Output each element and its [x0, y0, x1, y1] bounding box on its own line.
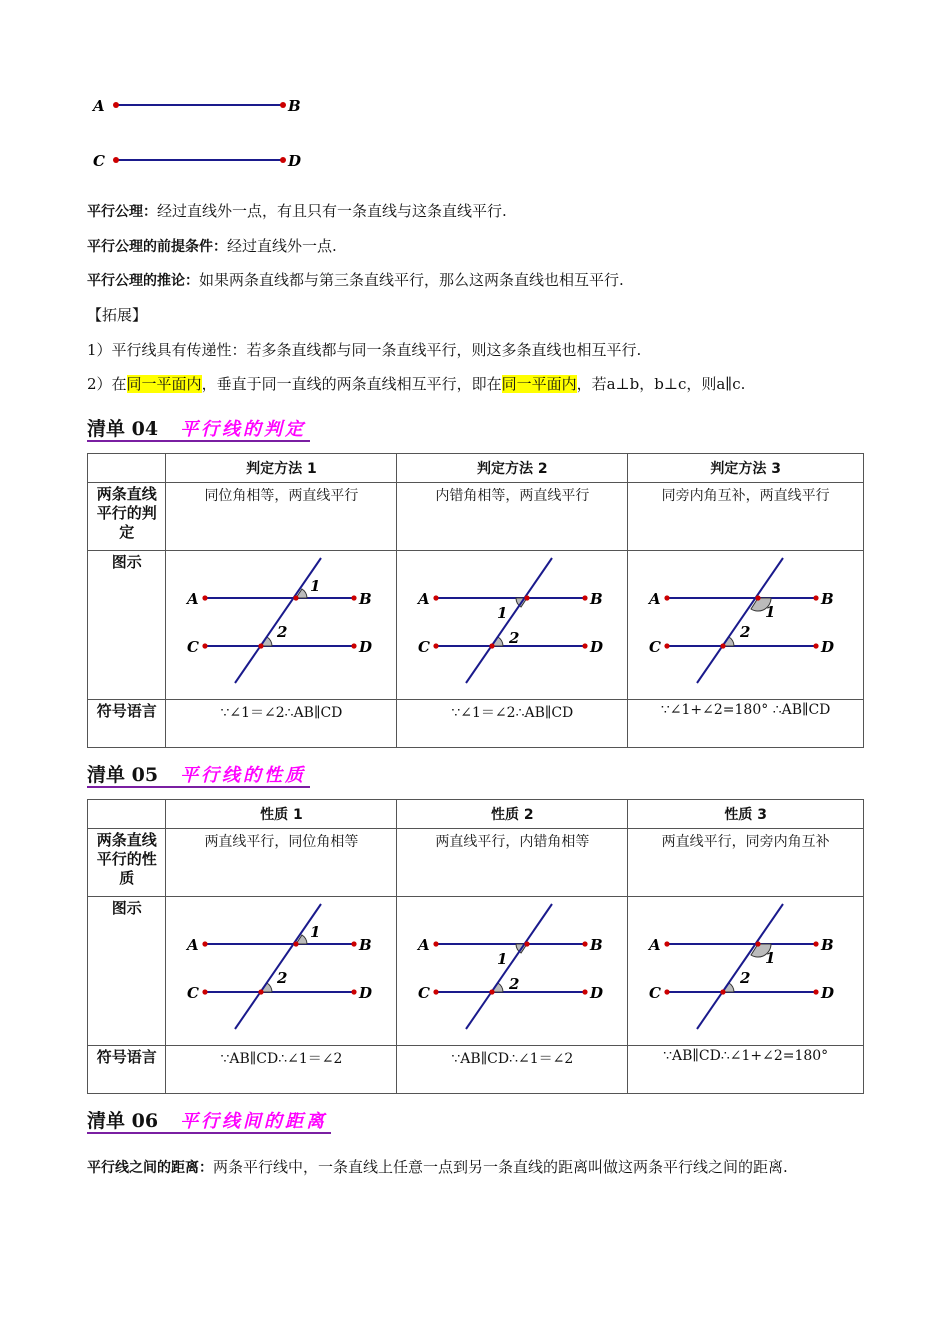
point-label: D	[590, 638, 604, 656]
point-marker	[203, 643, 208, 648]
point-marker	[665, 941, 670, 946]
point-marker	[721, 989, 726, 994]
angle-label: 1	[310, 923, 321, 941]
symbol-cell: ∵∠1＝∠2∴AB∥CD	[397, 700, 628, 748]
point-marker	[665, 643, 670, 648]
column-header: 判定方法 1	[166, 454, 397, 483]
point-marker	[721, 643, 726, 648]
table-cell: 两直线平行，同位角相等	[166, 829, 397, 897]
point-label: B	[590, 936, 604, 954]
point-marker	[294, 595, 299, 600]
point-marker	[814, 643, 819, 648]
point-marker	[814, 941, 819, 946]
parallel-lines-diagram	[166, 897, 394, 1042]
definition: 如果两条直线都与第三条直线平行，那么这两条直线也相互平行.	[199, 271, 624, 289]
table-row	[88, 551, 864, 700]
point-label: A	[418, 936, 431, 954]
point-label: B	[288, 97, 301, 115]
column-header: 判定方法 3	[628, 454, 864, 483]
row-label: 两条直线平行的判定	[88, 483, 166, 551]
highlight: 同一平面内	[501, 375, 577, 393]
point-label: D	[359, 638, 373, 656]
point-marker	[665, 595, 670, 600]
point-marker	[203, 941, 208, 946]
point-label: D	[288, 152, 302, 170]
point-label: C	[649, 984, 662, 1002]
point-marker	[434, 989, 439, 994]
criteria-table	[87, 453, 864, 748]
section-heading	[87, 760, 310, 788]
point-marker	[259, 989, 264, 994]
table-cell: 两直线平行，同旁内角互补	[628, 829, 864, 897]
extension-item	[87, 373, 745, 394]
point-marker	[280, 157, 286, 163]
row-label: 图示	[88, 897, 166, 1046]
parallel-lines-diagram	[628, 897, 856, 1042]
point-label: C	[418, 638, 431, 656]
symbol-cell: ∵∠1＝∠2∴AB∥CD	[166, 700, 397, 748]
definition: 两条平行线中，一条直线上任意一点到另一条直线的距离叫做这两条平行线之间的距离.	[213, 1158, 788, 1176]
point-label: C	[93, 152, 105, 170]
distance-definition	[87, 1148, 867, 1187]
row-label: 符号语言	[88, 700, 166, 748]
symbol-cell: ∵∠1+∠2=180° ∴AB∥CD	[628, 700, 864, 748]
section-title: 平行线的性质	[180, 765, 307, 786]
angle-label: 2	[277, 969, 288, 987]
table-cell: 同位角相等，两直线平行	[166, 483, 397, 551]
text: 2）在	[87, 375, 127, 393]
extension-item: 1）平行线具有传递性：若多条直线都与同一条直线平行，则这多条直线也相互平行.	[87, 341, 642, 359]
angle-label: 1	[765, 603, 776, 621]
diagram-cell	[628, 551, 864, 700]
angle-label: 2	[277, 623, 288, 641]
table-row	[88, 1046, 864, 1094]
table-row	[88, 700, 864, 748]
point-label: C	[187, 638, 200, 656]
point-marker	[665, 989, 670, 994]
point-label: B	[359, 590, 373, 608]
angle-label: 2	[509, 975, 520, 993]
parallel-lines-diagram	[166, 551, 394, 696]
point-label: C	[418, 984, 431, 1002]
angle-label: 1	[497, 950, 508, 968]
section-heading	[87, 1106, 331, 1134]
parallel-lines-figure	[85, 88, 315, 178]
point-marker	[203, 595, 208, 600]
point-label: A	[418, 590, 431, 608]
point-marker	[434, 595, 439, 600]
header-row	[88, 454, 864, 483]
point-marker	[814, 989, 819, 994]
transversal-line	[466, 904, 552, 1029]
parallel-lines-diagram	[397, 897, 625, 1042]
symbol-cell: ∵AB∥CD∴∠1+∠2=180°	[628, 1046, 864, 1094]
diagram-cell	[397, 551, 628, 700]
point-marker	[113, 157, 119, 163]
section-title: 平行线的判定	[180, 419, 307, 440]
point-label: B	[590, 590, 604, 608]
term: 平行公理的前提条件：	[87, 239, 227, 255]
point-label: B	[821, 590, 834, 608]
text: ，若a⊥b，b⊥c，则a∥c.	[576, 375, 746, 393]
axiom-corollary	[87, 269, 624, 290]
point-label: D	[821, 984, 835, 1002]
parallel-axiom	[87, 200, 507, 221]
term: 平行公理：	[87, 204, 157, 220]
section-number: 清单 04	[87, 418, 159, 440]
transversal-line	[235, 558, 321, 683]
table-row	[88, 897, 864, 1046]
section-title: 平行线间的距离	[180, 1111, 328, 1132]
row-label: 图示	[88, 551, 166, 700]
point-marker	[583, 989, 588, 994]
point-label: C	[649, 638, 662, 656]
angle-label: 1	[765, 949, 776, 967]
transversal-line	[466, 558, 552, 683]
section-number: 清单 06	[87, 1110, 159, 1132]
parallel-lines-diagram	[628, 551, 856, 696]
angle-label: 2	[740, 969, 751, 987]
term: 平行线之间的距离：	[87, 1160, 213, 1176]
parallel-lines-diagram	[397, 551, 625, 696]
point-marker	[352, 989, 357, 994]
symbol-cell: ∵AB∥CD∴∠1＝∠2	[166, 1046, 397, 1094]
point-marker	[756, 941, 761, 946]
table-cell: 内错角相等，两直线平行	[397, 483, 628, 551]
column-header: 性质 2	[397, 800, 628, 829]
transversal-line	[235, 904, 321, 1029]
point-marker	[525, 595, 530, 600]
angle-label: 1	[310, 577, 321, 595]
table-row	[88, 483, 864, 551]
column-header: 性质 3	[628, 800, 864, 829]
point-marker	[434, 643, 439, 648]
point-marker	[490, 643, 495, 648]
point-marker	[294, 941, 299, 946]
column-header: 判定方法 2	[397, 454, 628, 483]
point-label: D	[590, 984, 604, 1002]
point-marker	[434, 941, 439, 946]
point-marker	[352, 643, 357, 648]
highlight: 同一平面内	[126, 375, 202, 393]
table-row	[88, 829, 864, 897]
point-marker	[352, 595, 357, 600]
axiom-premise	[87, 235, 337, 256]
point-marker	[203, 989, 208, 994]
extension-title: 【拓展】	[87, 306, 148, 324]
definition: 经过直线外一点，有且只有一条直线与这条直线平行.	[157, 202, 507, 220]
point-marker	[756, 595, 761, 600]
corner-cell	[88, 800, 166, 829]
point-label: D	[821, 638, 835, 656]
column-header: 性质 1	[166, 800, 397, 829]
section-heading	[87, 414, 310, 442]
point-label: A	[649, 936, 661, 954]
angle-label: 1	[497, 604, 508, 622]
term: 平行公理的推论：	[87, 273, 199, 289]
definition: 经过直线外一点.	[227, 237, 337, 255]
table-cell: 两直线平行，内错角相等	[397, 829, 628, 897]
point-label: B	[359, 936, 373, 954]
point-marker	[113, 102, 119, 108]
corner-cell	[88, 454, 166, 483]
point-label: A	[187, 590, 200, 608]
header-row	[88, 800, 864, 829]
diagram-cell	[166, 897, 397, 1046]
diagram-cell	[166, 551, 397, 700]
symbol-cell: ∵AB∥CD∴∠1＝∠2	[397, 1046, 628, 1094]
angle-label: 2	[509, 629, 520, 647]
text: ，垂直于同一直线的两条直线相互平行，即在	[201, 375, 502, 393]
point-marker	[280, 102, 286, 108]
point-label: B	[821, 936, 834, 954]
point-label: A	[649, 590, 661, 608]
point-marker	[583, 643, 588, 648]
diagram-cell	[397, 897, 628, 1046]
angle-label: 2	[740, 623, 751, 641]
point-marker	[490, 989, 495, 994]
point-marker	[583, 595, 588, 600]
diagram-cell	[628, 897, 864, 1046]
point-label: C	[187, 984, 200, 1002]
section-number: 清单 05	[87, 764, 159, 786]
point-marker	[583, 941, 588, 946]
point-marker	[814, 595, 819, 600]
properties-table	[87, 799, 864, 1094]
point-label: A	[187, 936, 200, 954]
point-label: A	[93, 97, 105, 115]
point-marker	[352, 941, 357, 946]
point-marker	[259, 643, 264, 648]
row-label: 两条直线平行的性质	[88, 829, 166, 897]
point-label: D	[359, 984, 373, 1002]
point-marker	[525, 941, 530, 946]
table-cell: 同旁内角互补，两直线平行	[628, 483, 864, 551]
row-label: 符号语言	[88, 1046, 166, 1094]
